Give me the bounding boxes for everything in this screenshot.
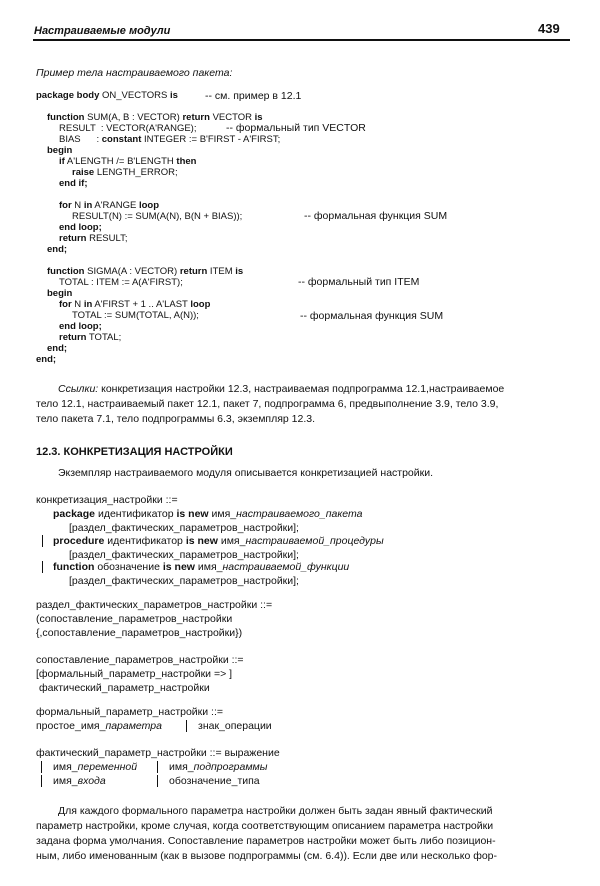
code-line: TOTAL := SUM(TOTAL, A(N)); bbox=[72, 310, 199, 321]
page-number: 439 bbox=[538, 21, 560, 36]
grammar-line: фактический_параметр_настройки bbox=[39, 682, 210, 694]
code-keyword: raise bbox=[72, 167, 95, 178]
code-keyword: function bbox=[47, 112, 85, 123]
grammar-line bbox=[53, 561, 349, 573]
grammar-text: простое_имя_ bbox=[36, 720, 106, 732]
code-text: ITEM bbox=[207, 266, 236, 277]
grammar-line: обозначение_типа bbox=[169, 775, 260, 787]
grammar-line: [раздел_фактических_параметров_настройки]; bbox=[69, 575, 299, 587]
references-text: конкретизация настройки 12.3, настраиваемая подпрограмма 12.1,настраиваемое bbox=[98, 383, 505, 395]
code-line: end; bbox=[47, 343, 68, 354]
code-comment: -- формальный тип ITEM bbox=[298, 276, 420, 288]
code-text: INTEGER := B'FIRST - A'FIRST; bbox=[141, 134, 281, 145]
grammar-italic: входа bbox=[77, 775, 106, 787]
references-line: тело пакета 7.1, тело подпрограммы 6.3, экземпляр 12.3. bbox=[36, 413, 316, 425]
code-text: A'RANGE bbox=[92, 200, 139, 211]
grammar-line bbox=[53, 775, 106, 787]
code-comment: -- формальный тип VECTOR bbox=[226, 122, 366, 134]
grammar-line: {,сопоставление_параметров_настройки}) bbox=[36, 627, 243, 639]
code-line: begin bbox=[47, 288, 73, 299]
code-text: A'FIRST + 1 .. A'LAST bbox=[92, 299, 191, 310]
grammar-line: [раздел_фактических_параметров_настройки]; bbox=[69, 549, 299, 561]
grammar-keyword: is new bbox=[185, 535, 218, 547]
code-keyword: return bbox=[182, 112, 210, 123]
grammar-line: формальный_параметр_настройки ::= bbox=[36, 706, 224, 718]
code-line: RESULT : VECTOR(A'RANGE); bbox=[59, 123, 197, 134]
code-line bbox=[72, 167, 178, 179]
grammar-text: идентификатор bbox=[104, 535, 186, 547]
grammar-line bbox=[169, 761, 267, 773]
code-keyword: is bbox=[254, 112, 263, 123]
code-line: end; bbox=[47, 244, 68, 255]
code-keyword: in bbox=[83, 299, 93, 310]
code-keyword: function bbox=[47, 266, 85, 277]
grammar-italic: параметра bbox=[105, 720, 162, 732]
code-line bbox=[59, 332, 121, 344]
grammar-line: [формальный_параметр_настройки => ] bbox=[36, 668, 233, 680]
code-keyword: is bbox=[235, 266, 244, 277]
grammar-text: имя_ bbox=[53, 761, 78, 773]
references-label: Ссылки: bbox=[58, 383, 99, 395]
grammar-keyword: is new bbox=[176, 508, 209, 520]
code-keyword: is bbox=[169, 90, 178, 101]
code-line bbox=[59, 134, 280, 146]
code-keyword: constant bbox=[101, 134, 142, 145]
code-text: N bbox=[71, 200, 84, 211]
alternative-bar bbox=[186, 720, 187, 732]
alternative-bar bbox=[157, 761, 158, 773]
code-line: end loop; bbox=[59, 321, 102, 332]
section-title: 12.3. КОНКРЕТИЗАЦИЯ НАСТРОЙКИ bbox=[36, 446, 233, 458]
grammar-line: знак_операции bbox=[198, 720, 272, 732]
grammar-keyword: procedure bbox=[53, 535, 105, 547]
grammar-text: имя_ bbox=[208, 508, 237, 520]
grammar-italic: настраиваемой_функции bbox=[222, 561, 350, 573]
intro-paragraph: Экземпляр настраиваемого модуля описывается конкретизацией настройки. bbox=[58, 467, 434, 479]
grammar-keyword: is new bbox=[162, 561, 195, 573]
code-keyword: for bbox=[59, 299, 72, 310]
code-comment: -- формальная функция SUM bbox=[300, 310, 444, 322]
code-line: TOTAL : ITEM := A(A'FIRST); bbox=[59, 277, 183, 288]
paragraph-line: ным, либо именованным (как в вызове подпрограммы (см. 6.4)). Если две или несколько фор- bbox=[36, 850, 498, 862]
code-line bbox=[36, 90, 178, 102]
paragraph-line: задана форма умолчания. Сопоставление параметров настройки может быть либо позицион- bbox=[36, 835, 496, 847]
alternative-bar bbox=[42, 561, 43, 573]
code-text: ON_VECTORS bbox=[99, 90, 170, 101]
paragraph-line: Для каждого формального параметра настройки должен быть задан явный фактический bbox=[58, 805, 493, 817]
code-line: end; bbox=[36, 354, 57, 365]
alternative-bar bbox=[41, 775, 42, 787]
grammar-italic: настраиваемого_пакета bbox=[236, 508, 363, 520]
grammar-text: имя_ bbox=[169, 761, 194, 773]
code-line bbox=[59, 233, 127, 245]
code-keyword: then bbox=[176, 156, 197, 167]
code-line: begin bbox=[47, 145, 73, 156]
grammar-text: идентификатор bbox=[95, 508, 177, 520]
code-comment: -- см. пример в 12.1 bbox=[205, 90, 302, 102]
paragraph-line: параметр настройки, кроме случая, когда соответствующим описанием параметра настройки bbox=[36, 820, 494, 832]
grammar-line: раздел_фактических_параметров_настройки ::= bbox=[36, 599, 273, 611]
header-rule bbox=[33, 39, 570, 41]
grammar-text: имя_ bbox=[194, 561, 223, 573]
running-header-title: Настраиваемые модули bbox=[34, 25, 171, 37]
grammar-line bbox=[53, 508, 363, 520]
alternative-bar bbox=[42, 535, 43, 547]
code-text: RESULT; bbox=[86, 233, 128, 244]
code-text: VECTOR bbox=[209, 112, 255, 123]
code-text: BIAS : bbox=[59, 134, 102, 145]
grammar-italic: переменной bbox=[77, 761, 138, 773]
code-keyword: loop bbox=[138, 200, 160, 211]
code-text: SIGMA(A : VECTOR) bbox=[84, 266, 180, 277]
grammar-line: сопоставление_параметров_настройки ::= bbox=[36, 654, 244, 666]
grammar-text: обозначение bbox=[94, 561, 163, 573]
code-keyword: loop bbox=[190, 299, 211, 310]
alternative-bar bbox=[157, 775, 158, 787]
grammar-line bbox=[53, 535, 384, 547]
code-text: N bbox=[71, 299, 84, 310]
alternative-bar bbox=[41, 761, 42, 773]
example-caption: Пример тела настраиваемого пакета: bbox=[36, 67, 233, 79]
grammar-line: фактический_параметр_настройки ::= выражение bbox=[36, 747, 280, 759]
grammar-italic: подпрограммы bbox=[193, 761, 268, 773]
code-text: LENGTH_ERROR; bbox=[94, 167, 178, 178]
code-keyword: if bbox=[59, 156, 65, 167]
grammar-keyword: package bbox=[53, 508, 96, 520]
code-line: end loop; bbox=[59, 222, 102, 233]
code-keyword: return bbox=[59, 332, 87, 343]
grammar-line bbox=[53, 761, 137, 773]
code-keyword: package body bbox=[36, 90, 100, 101]
references-line bbox=[58, 383, 504, 395]
grammar-line: конкретизация_настройки ::= bbox=[36, 494, 178, 506]
code-keyword: for bbox=[59, 200, 72, 211]
grammar-text: имя_ bbox=[53, 775, 78, 787]
grammar-text: имя_ bbox=[217, 535, 246, 547]
code-text: A'LENGTH /= B'LENGTH bbox=[64, 156, 177, 167]
code-line: RESULT(N) := SUM(A(N), B(N + BIAS)); bbox=[72, 211, 243, 222]
code-text: TOTAL; bbox=[86, 332, 122, 343]
grammar-line: (сопоставление_параметров_настройки bbox=[36, 613, 233, 625]
grammar-line: [раздел_фактических_параметров_настройки]; bbox=[69, 522, 299, 534]
grammar-line bbox=[36, 720, 162, 732]
code-keyword: return bbox=[179, 266, 208, 277]
code-comment: -- формальная функция SUM bbox=[304, 210, 448, 222]
code-keyword: in bbox=[83, 200, 93, 211]
grammar-italic: настраиваемой_процедуры bbox=[245, 535, 384, 547]
code-keyword: return bbox=[59, 233, 87, 244]
grammar-keyword: function bbox=[53, 561, 95, 573]
references-line: тело 12.1, настраиваемый пакет 12.1, пакет 7, подпрограмма 6, предвыполнение 3.9, тело 3.9, bbox=[36, 398, 499, 410]
code-line: end if; bbox=[59, 178, 88, 189]
code-text: SUM(A, B : VECTOR) bbox=[84, 112, 183, 123]
